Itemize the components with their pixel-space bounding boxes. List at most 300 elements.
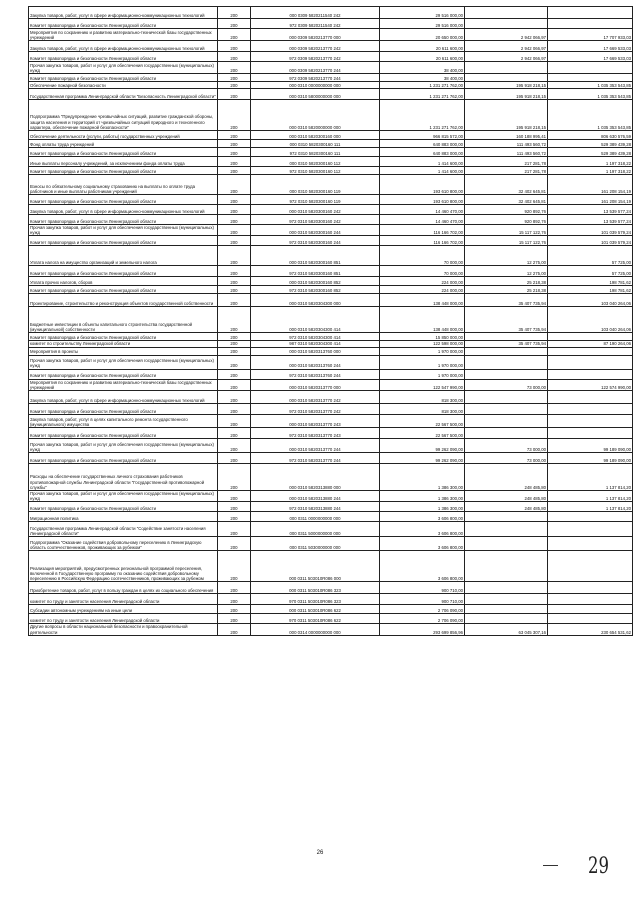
row-line-code: 200 bbox=[218, 614, 251, 624]
row-line-code: 200 bbox=[218, 286, 251, 294]
row-line-code: 200 bbox=[218, 62, 251, 74]
row-approved-amount: 122 547 990,00 bbox=[380, 379, 465, 390]
table-row bbox=[29, 19, 633, 29]
handwritten-dash bbox=[543, 865, 558, 866]
row-approved-amount: 193 610 800,00 bbox=[380, 195, 465, 205]
table-row bbox=[29, 491, 633, 502]
row-line-code: 200 bbox=[218, 379, 251, 390]
table-row bbox=[29, 347, 633, 355]
row-executed-amount bbox=[465, 74, 548, 82]
row-executed-amount bbox=[465, 551, 548, 582]
row-executed-amount: 217 281,78 bbox=[465, 167, 548, 175]
row-executed-amount: 920 892,76 bbox=[465, 205, 548, 215]
row-name: Государственная программа Ленинградской области "Безопасность Ленинградской области" bbox=[29, 89, 218, 100]
row-budget-code: 000 0309 5820213770 244 bbox=[251, 62, 380, 74]
row-budget-code: 972 0310 5820304300 414 bbox=[251, 333, 380, 341]
row-executed-amount bbox=[465, 594, 548, 605]
row-executed-amount bbox=[465, 522, 548, 537]
row-name: комитет по труду и занятости населения Ленинградской области bbox=[29, 614, 218, 624]
table-body bbox=[29, 7, 633, 636]
table-row bbox=[29, 286, 633, 294]
table-row bbox=[29, 266, 633, 277]
row-unexecuted-amount bbox=[548, 537, 633, 551]
table-row bbox=[29, 7, 633, 19]
row-approved-amount: 1 414 600,00 bbox=[380, 157, 465, 167]
row-budget-code: 972 0309 5820213770 242 bbox=[251, 52, 380, 62]
row-budget-code: 972 0310 5820313770 244 bbox=[251, 453, 380, 464]
row-line-code: 200 bbox=[218, 7, 251, 19]
row-budget-code: 972 0310 5820313760 244 bbox=[251, 369, 380, 379]
row-unexecuted-amount bbox=[548, 369, 633, 379]
row-executed-amount: 12 275,00 bbox=[465, 246, 548, 266]
row-budget-code: 000 0310 0000000000 000 bbox=[251, 82, 380, 89]
table-row bbox=[29, 333, 633, 341]
row-line-code: 200 bbox=[218, 19, 251, 29]
row-executed-amount: 25 218,38 bbox=[465, 286, 548, 294]
row-executed-amount: 248 485,80 bbox=[465, 502, 548, 512]
row-line-code: 200 bbox=[218, 551, 251, 582]
row-line-code: 200 bbox=[218, 167, 251, 175]
row-executed-amount: 15 117 122,76 bbox=[465, 236, 548, 246]
row-approved-amount: 116 166 702,00 bbox=[380, 225, 465, 236]
row-name: Закупка товаров, работ, услуг в сфере информационно-коммуникационных технологий bbox=[29, 41, 218, 52]
row-name: Реализация мероприятий, предусмотренных региональной программой переселения, включенной в Государственную программу по оказанию содействия добровольному переселению в Российскую Федерацию соотечественников, проживающих за рубежом bbox=[29, 551, 218, 582]
row-approved-amount: 138 448 000,00 bbox=[380, 307, 465, 333]
table-row bbox=[29, 404, 633, 415]
table-row bbox=[29, 624, 633, 635]
row-name: Комитет правопорядка и безопасности Ленинградской области bbox=[29, 74, 218, 82]
row-budget-code: 000 0311 503010R086 622 bbox=[251, 605, 380, 614]
row-approved-amount: 640 883 000,00 bbox=[380, 148, 465, 157]
row-budget-code: 987 0310 5820304300 414 bbox=[251, 341, 380, 347]
row-unexecuted-amount bbox=[548, 333, 633, 341]
row-budget-code: 000 0311 503010R086 323 bbox=[251, 582, 380, 594]
row-approved-amount: 20 650 000,00 bbox=[380, 29, 465, 41]
row-line-code: 200 bbox=[218, 148, 251, 157]
table-row bbox=[29, 140, 633, 148]
table-row bbox=[29, 215, 633, 225]
row-unexecuted-amount: 1 137 814,20 bbox=[548, 502, 633, 512]
row-approved-amount: 1 231 271 762,00 bbox=[380, 100, 465, 131]
row-line-code: 200 bbox=[218, 512, 251, 522]
row-name: Комитет правопорядка и безопасности Ленинградской области bbox=[29, 148, 218, 157]
row-name: Обеспечение пожарной безопасности bbox=[29, 82, 218, 89]
row-approved-amount: 1 386 300,00 bbox=[380, 464, 465, 491]
row-executed-amount: 248 485,80 bbox=[465, 464, 548, 491]
row-name: Уплата налога на имущество организаций и земельного налога bbox=[29, 246, 218, 266]
row-budget-code: 000 0311 5000000000 000 bbox=[251, 522, 380, 537]
row-approved-amount: 38 400,00 bbox=[380, 62, 465, 74]
table-row bbox=[29, 277, 633, 286]
row-unexecuted-amount: 1 137 814,20 bbox=[548, 464, 633, 491]
row-name: Закупка товаров, работ, услуг в сфере информационно-коммуникационных технологий bbox=[29, 391, 218, 404]
row-executed-amount bbox=[465, 415, 548, 428]
row-name: Субсидии автономным учреждениям на иные цели bbox=[29, 605, 218, 614]
table-row bbox=[29, 512, 633, 522]
row-budget-code: 972 0310 5820300160 112 bbox=[251, 167, 380, 175]
row-budget-code: 000 0310 5820300160 244 bbox=[251, 225, 380, 236]
row-unexecuted-amount bbox=[548, 522, 633, 537]
table-row bbox=[29, 41, 633, 52]
row-executed-amount bbox=[465, 355, 548, 369]
budget-sheet bbox=[28, 6, 631, 636]
row-budget-code: 000 0310 5820000000 000 bbox=[251, 100, 380, 131]
table-row bbox=[29, 131, 633, 140]
table-row bbox=[29, 614, 633, 624]
row-unexecuted-amount: 1 197 318,22 bbox=[548, 167, 633, 175]
row-approved-amount: 20 611 600,00 bbox=[380, 52, 465, 62]
row-approved-amount: 29 516 000,00 bbox=[380, 7, 465, 19]
row-executed-amount bbox=[465, 404, 548, 415]
row-executed-amount bbox=[465, 347, 548, 355]
row-unexecuted-amount bbox=[548, 582, 633, 594]
table-row bbox=[29, 225, 633, 236]
row-budget-code: 000 0309 5820213770 242 bbox=[251, 41, 380, 52]
row-line-code: 200 bbox=[218, 453, 251, 464]
row-unexecuted-amount: 529 389 439,28 bbox=[548, 148, 633, 157]
row-budget-code: 000 0310 5820300160 112 bbox=[251, 157, 380, 167]
row-executed-amount bbox=[465, 428, 548, 439]
row-executed-amount: 35 407 735,94 bbox=[465, 341, 548, 347]
row-approved-amount: 38 400,00 bbox=[380, 74, 465, 82]
row-unexecuted-amount: 161 208 154,19 bbox=[548, 195, 633, 205]
row-line-code: 200 bbox=[218, 225, 251, 236]
row-executed-amount: 195 918 218,15 bbox=[465, 82, 548, 89]
row-executed-amount bbox=[465, 614, 548, 624]
row-name: Комитет правопорядка и безопасности Ленинградской области bbox=[29, 369, 218, 379]
row-line-code: 200 bbox=[218, 307, 251, 333]
row-approved-amount: 193 610 800,00 bbox=[380, 175, 465, 195]
row-executed-amount: 2 942 066,97 bbox=[465, 52, 548, 62]
row-budget-code: 972 0310 5820300160 851 bbox=[251, 266, 380, 277]
row-unexecuted-amount: 529 389 439,28 bbox=[548, 140, 633, 148]
row-unexecuted-amount: 103 040 264,06 bbox=[548, 294, 633, 307]
row-line-code: 200 bbox=[218, 215, 251, 225]
table-row bbox=[29, 605, 633, 614]
row-name: Закупка товаров, работ, услуг в сфере информационно-коммуникационных технологий bbox=[29, 205, 218, 215]
row-executed-amount: 32 402 645,81 bbox=[465, 175, 548, 195]
row-budget-code: 000 0311 503010R086 000 bbox=[251, 551, 380, 582]
row-name: Комитет правопорядка и безопасности Ленинградской области bbox=[29, 502, 218, 512]
row-executed-amount bbox=[465, 512, 548, 522]
row-executed-amount: 73 000,00 bbox=[465, 439, 548, 453]
row-budget-code: 000 0310 5820313760 000 bbox=[251, 347, 380, 355]
row-name: комитет по строительству Ленинградской области bbox=[29, 341, 218, 347]
row-name: Мероприятия по сохранению и развитию материально-технической базы государственных учреждений bbox=[29, 29, 218, 41]
table-row bbox=[29, 464, 633, 491]
row-line-code: 200 bbox=[218, 369, 251, 379]
row-unexecuted-amount: 101 039 579,24 bbox=[548, 225, 633, 236]
row-name: Комитет правопорядка и безопасности Ленинградской области bbox=[29, 195, 218, 205]
row-line-code: 200 bbox=[218, 594, 251, 605]
row-name: Бюджетные инвестиции в объекты капитального строительства государственной (муниципальной) собственности bbox=[29, 307, 218, 333]
row-name: Другие вопросы в области национальной безопасности и правоохранительной деятельности bbox=[29, 624, 218, 635]
row-executed-amount: 35 407 735,94 bbox=[465, 294, 548, 307]
row-line-code: 200 bbox=[218, 246, 251, 266]
row-executed-amount: 217 281,78 bbox=[465, 157, 548, 167]
row-approved-amount: 224 000,00 bbox=[380, 286, 465, 294]
row-unexecuted-amount: 122 574 990,00 bbox=[548, 379, 633, 390]
row-unexecuted-amount: 806 630 576,59 bbox=[548, 131, 633, 140]
row-line-code: 200 bbox=[218, 294, 251, 307]
row-unexecuted-amount: 1 035 353 543,85 bbox=[548, 82, 633, 89]
row-approved-amount: 122 598 000,00 bbox=[380, 341, 465, 347]
row-name: Проектирование, строительство и реконструкция объектов государственной собственности bbox=[29, 294, 218, 307]
table-row bbox=[29, 175, 633, 195]
row-unexecuted-amount bbox=[548, 355, 633, 369]
row-name: Взносы по обязательному социальному страхованию на выплаты по оплате труда работников и иные выплаты работникам учреждений bbox=[29, 175, 218, 195]
row-line-code: 200 bbox=[218, 341, 251, 347]
row-name: Подпрограмма "Оказание содействия добровольному переселению в Ленинградскую область соотечественников, проживающих за рубежом" bbox=[29, 537, 218, 551]
row-approved-amount: 224 000,00 bbox=[380, 277, 465, 286]
row-executed-amount: 248 485,80 bbox=[465, 491, 548, 502]
row-name: Обеспечение деятельности (услуги, работы) государственных учреждений bbox=[29, 131, 218, 140]
row-executed-amount: 111 493 560,72 bbox=[465, 140, 548, 148]
row-name: Мероприятия в проекты bbox=[29, 347, 218, 355]
row-name: Приобретение товаров, работ, услуг в пользу граждан в целях их социального обеспечения bbox=[29, 582, 218, 594]
table-row bbox=[29, 205, 633, 215]
row-line-code: 200 bbox=[218, 355, 251, 369]
row-executed-amount: 63 045 307,16 bbox=[465, 624, 548, 635]
row-approved-amount: 20 611 600,00 bbox=[380, 41, 465, 52]
table-row bbox=[29, 82, 633, 89]
row-budget-code: 972 0309 5820211540 242 bbox=[251, 19, 380, 29]
row-line-code: 200 bbox=[218, 491, 251, 502]
row-unexecuted-amount bbox=[548, 594, 633, 605]
table-row bbox=[29, 428, 633, 439]
row-budget-code: 972 0310 5820300160 111 bbox=[251, 148, 380, 157]
row-unexecuted-amount: 198 781,62 bbox=[548, 286, 633, 294]
row-name: Закупка товаров, работ, услуг в сфере информационно-коммуникационных технологий bbox=[29, 7, 218, 19]
table-row bbox=[29, 391, 633, 404]
row-approved-amount: 14 460 470,00 bbox=[380, 205, 465, 215]
row-budget-code: 972 0310 5820313770 243 bbox=[251, 428, 380, 439]
row-name: Расходы на обеспечение государственных личного страхования работников противопожарной службы Ленинградской области "Государственной противопожарной службы" bbox=[29, 464, 218, 491]
row-budget-code: 000 0310 5820313880 244 bbox=[251, 491, 380, 502]
row-line-code: 200 bbox=[218, 131, 251, 140]
row-executed-amount: 73 000,00 bbox=[465, 453, 548, 464]
row-line-code: 200 bbox=[218, 333, 251, 341]
row-budget-code: 000 0310 5820304300 414 bbox=[251, 307, 380, 333]
row-approved-amount: 15 850 000,00 bbox=[380, 333, 465, 341]
row-budget-code: 000 0310 5820300160 242 bbox=[251, 205, 380, 215]
row-budget-code: 000 0310 5820313770 243 bbox=[251, 415, 380, 428]
row-unexecuted-amount: 17 669 533,03 bbox=[548, 41, 633, 52]
row-budget-code: 972 0309 5820213770 244 bbox=[251, 74, 380, 82]
row-name: Прочая закупка товаров, работ и услуг для обеспечения государственных (муниципальных) нужд bbox=[29, 439, 218, 453]
row-name: Миграционная политика bbox=[29, 512, 218, 522]
row-name: Мероприятия по сохранению и развитию материально-технической базы государственных учреждений bbox=[29, 379, 218, 390]
row-executed-amount bbox=[465, 391, 548, 404]
row-approved-amount: 293 699 856,96 bbox=[380, 624, 465, 635]
row-unexecuted-amount bbox=[548, 74, 633, 82]
row-unexecuted-amount: 1 137 814,20 bbox=[548, 491, 633, 502]
table-row bbox=[29, 52, 633, 62]
table-row bbox=[29, 551, 633, 582]
row-executed-amount bbox=[465, 7, 548, 19]
row-approved-amount: 3 606 800,00 bbox=[380, 522, 465, 537]
row-approved-amount: 14 460 470,00 bbox=[380, 215, 465, 225]
row-approved-amount: 900 710,00 bbox=[380, 594, 465, 605]
row-executed-amount: 111 493 560,72 bbox=[465, 148, 548, 157]
row-unexecuted-amount: 57 725,00 bbox=[548, 266, 633, 277]
row-name: Прочая закупка товаров, работ и услуг для обеспечения государственных (муниципальных) нужд bbox=[29, 62, 218, 74]
row-budget-code: 000 0311 0000000000 000 bbox=[251, 512, 380, 522]
row-line-code: 200 bbox=[218, 464, 251, 491]
row-unexecuted-amount: 103 040 264,06 bbox=[548, 307, 633, 333]
row-executed-amount bbox=[465, 605, 548, 614]
row-approved-amount: 116 166 702,00 bbox=[380, 236, 465, 246]
row-budget-code: 000 0310 5820304300 000 bbox=[251, 294, 380, 307]
row-unexecuted-amount: 13 539 577,24 bbox=[548, 215, 633, 225]
row-unexecuted-amount: 99 189 090,00 bbox=[548, 439, 633, 453]
row-budget-code: 000 0314 0000000000 000 bbox=[251, 624, 380, 635]
row-approved-amount: 640 883 000,00 bbox=[380, 140, 465, 148]
row-unexecuted-amount bbox=[548, 428, 633, 439]
row-line-code: 200 bbox=[218, 52, 251, 62]
row-approved-amount: 99 262 090,00 bbox=[380, 453, 465, 464]
row-name: Закупка товаров, работ, услуг в целях капитального ремонта государственного (муниципального) имущества bbox=[29, 415, 218, 428]
row-budget-code: 972 0310 5820300160 119 bbox=[251, 195, 380, 205]
row-executed-amount: 2 942 066,97 bbox=[465, 29, 548, 41]
row-name: Комитет правопорядка и безопасности Ленинградской области bbox=[29, 453, 218, 464]
row-line-code: 200 bbox=[218, 266, 251, 277]
row-approved-amount: 1 231 271 762,00 bbox=[380, 82, 465, 89]
row-line-code: 200 bbox=[218, 391, 251, 404]
row-budget-code: 000 0311 5030000000 000 bbox=[251, 537, 380, 551]
budget-execution-table bbox=[28, 6, 633, 636]
row-line-code: 200 bbox=[218, 522, 251, 537]
row-line-code: 200 bbox=[218, 41, 251, 52]
row-line-code: 200 bbox=[218, 195, 251, 205]
row-approved-amount: 29 516 000,00 bbox=[380, 19, 465, 29]
row-approved-amount: 1 970 000,00 bbox=[380, 347, 465, 355]
row-name: Комитет правопорядка и безопасности Ленинградской области bbox=[29, 428, 218, 439]
row-budget-code: 000 0310 5820313770 000 bbox=[251, 379, 380, 390]
row-unexecuted-amount: 17 707 933,03 bbox=[548, 29, 633, 41]
table-row bbox=[29, 62, 633, 74]
row-unexecuted-amount: 87 190 264,06 bbox=[548, 341, 633, 347]
row-budget-code: 000 0309 5820211540 242 bbox=[251, 7, 380, 19]
row-executed-amount: 15 117 122,76 bbox=[465, 225, 548, 236]
row-approved-amount: 818 300,00 bbox=[380, 391, 465, 404]
table-row bbox=[29, 246, 633, 266]
row-approved-amount: 99 262 090,00 bbox=[380, 439, 465, 453]
row-name: Комитет правопорядка и безопасности Ленинградской области bbox=[29, 404, 218, 415]
row-unexecuted-amount bbox=[548, 7, 633, 19]
row-name: Комитет правопорядка и безопасности Ленинградской области bbox=[29, 19, 218, 29]
row-unexecuted-amount bbox=[548, 404, 633, 415]
row-approved-amount: 818 300,00 bbox=[380, 404, 465, 415]
row-line-code: 200 bbox=[218, 415, 251, 428]
row-line-code: 200 bbox=[218, 82, 251, 89]
row-line-code: 200 bbox=[218, 236, 251, 246]
table-row bbox=[29, 341, 633, 347]
row-budget-code: 970 0311 503010R086 622 bbox=[251, 614, 380, 624]
row-executed-amount: 35 407 735,94 bbox=[465, 307, 548, 333]
row-approved-amount: 2 706 090,00 bbox=[380, 614, 465, 624]
row-name: Фонд оплаты труда учреждений bbox=[29, 140, 218, 148]
row-name: Государственная программа Ленинградской области "Содействие занятости населения Ленинградской области" bbox=[29, 522, 218, 537]
row-executed-amount: 2 942 066,97 bbox=[465, 41, 548, 52]
table-row bbox=[29, 236, 633, 246]
row-budget-code: 972 0310 5820300160 242 bbox=[251, 215, 380, 225]
row-line-code: 200 bbox=[218, 29, 251, 41]
row-name: Подпрограмма "Предупреждение чрезвычайных ситуаций, развитие гражданской обороны, защита населения и территорий от чрезвычайных ситуаций природного и техногенного характера, обеспечение пожарной безопасности" bbox=[29, 100, 218, 131]
row-unexecuted-amount: 1 035 353 543,85 bbox=[548, 89, 633, 100]
row-unexecuted-amount bbox=[548, 347, 633, 355]
row-executed-amount: 195 918 218,15 bbox=[465, 89, 548, 100]
row-unexecuted-amount: 99 189 090,00 bbox=[548, 453, 633, 464]
table-row bbox=[29, 100, 633, 131]
row-budget-code: 000 0310 5820313770 244 bbox=[251, 439, 380, 453]
table-row bbox=[29, 294, 633, 307]
row-name: Комитет правопорядка и безопасности Ленинградской области bbox=[29, 266, 218, 277]
row-unexecuted-amount bbox=[548, 512, 633, 522]
row-name: Комитет правопорядка и безопасности Ленинградской области bbox=[29, 333, 218, 341]
row-budget-code: 970 0311 503010R086 323 bbox=[251, 594, 380, 605]
page-number: 26 bbox=[316, 850, 324, 856]
row-name: Уплата прочих налогов, сборов bbox=[29, 277, 218, 286]
row-line-code: 200 bbox=[218, 605, 251, 614]
row-name: Иные выплаты персоналу учреждений, за исключением фонда оплаты труда bbox=[29, 157, 218, 167]
row-line-code: 200 bbox=[218, 140, 251, 148]
row-approved-amount: 1 231 271 762,00 bbox=[380, 89, 465, 100]
table-row bbox=[29, 537, 633, 551]
row-approved-amount: 22 567 500,00 bbox=[380, 428, 465, 439]
row-line-code: 200 bbox=[218, 428, 251, 439]
table-row bbox=[29, 307, 633, 333]
row-budget-code: 000 0310 5820313760 244 bbox=[251, 355, 380, 369]
row-budget-code: 000 0310 5820313880 000 bbox=[251, 464, 380, 491]
row-executed-amount bbox=[465, 369, 548, 379]
table-row bbox=[29, 453, 633, 464]
row-unexecuted-amount: 230 654 531,62 bbox=[548, 624, 633, 635]
row-unexecuted-amount: 198 781,62 bbox=[548, 277, 633, 286]
row-line-code: 200 bbox=[218, 100, 251, 131]
row-line-code: 200 bbox=[218, 404, 251, 415]
row-approved-amount: 1 970 000,00 bbox=[380, 355, 465, 369]
row-unexecuted-amount bbox=[548, 605, 633, 614]
row-approved-amount: 966 815 572,00 bbox=[380, 131, 465, 140]
table-row bbox=[29, 74, 633, 82]
row-line-code: 200 bbox=[218, 347, 251, 355]
table-row bbox=[29, 157, 633, 167]
row-budget-code: 000 0310 5820300160 852 bbox=[251, 277, 380, 286]
row-approved-amount: 22 567 500,00 bbox=[380, 415, 465, 428]
row-unexecuted-amount: 1 197 318,22 bbox=[548, 157, 633, 167]
row-executed-amount bbox=[465, 333, 548, 341]
sheet-number: 29 bbox=[588, 854, 609, 879]
table-row bbox=[29, 522, 633, 537]
row-approved-amount: 138 448 000,00 bbox=[380, 294, 465, 307]
row-budget-code: 000 0309 5820213770 000 bbox=[251, 29, 380, 41]
row-unexecuted-amount: 57 725,00 bbox=[548, 246, 633, 266]
row-line-code: 200 bbox=[218, 582, 251, 594]
row-approved-amount: 70 000,00 bbox=[380, 246, 465, 266]
row-approved-amount: 3 606 800,00 bbox=[380, 551, 465, 582]
row-unexecuted-amount bbox=[548, 62, 633, 74]
row-approved-amount: 1 970 000,00 bbox=[380, 369, 465, 379]
row-executed-amount: 195 918 218,15 bbox=[465, 100, 548, 131]
row-budget-code: 972 0310 5820300160 852 bbox=[251, 286, 380, 294]
row-line-code: 200 bbox=[218, 89, 251, 100]
row-approved-amount: 2 706 090,00 bbox=[380, 605, 465, 614]
row-executed-amount: 920 892,76 bbox=[465, 215, 548, 225]
row-line-code: 200 bbox=[218, 624, 251, 635]
row-executed-amount bbox=[465, 19, 548, 29]
row-budget-code: 000 0310 5800000000 000 bbox=[251, 89, 380, 100]
